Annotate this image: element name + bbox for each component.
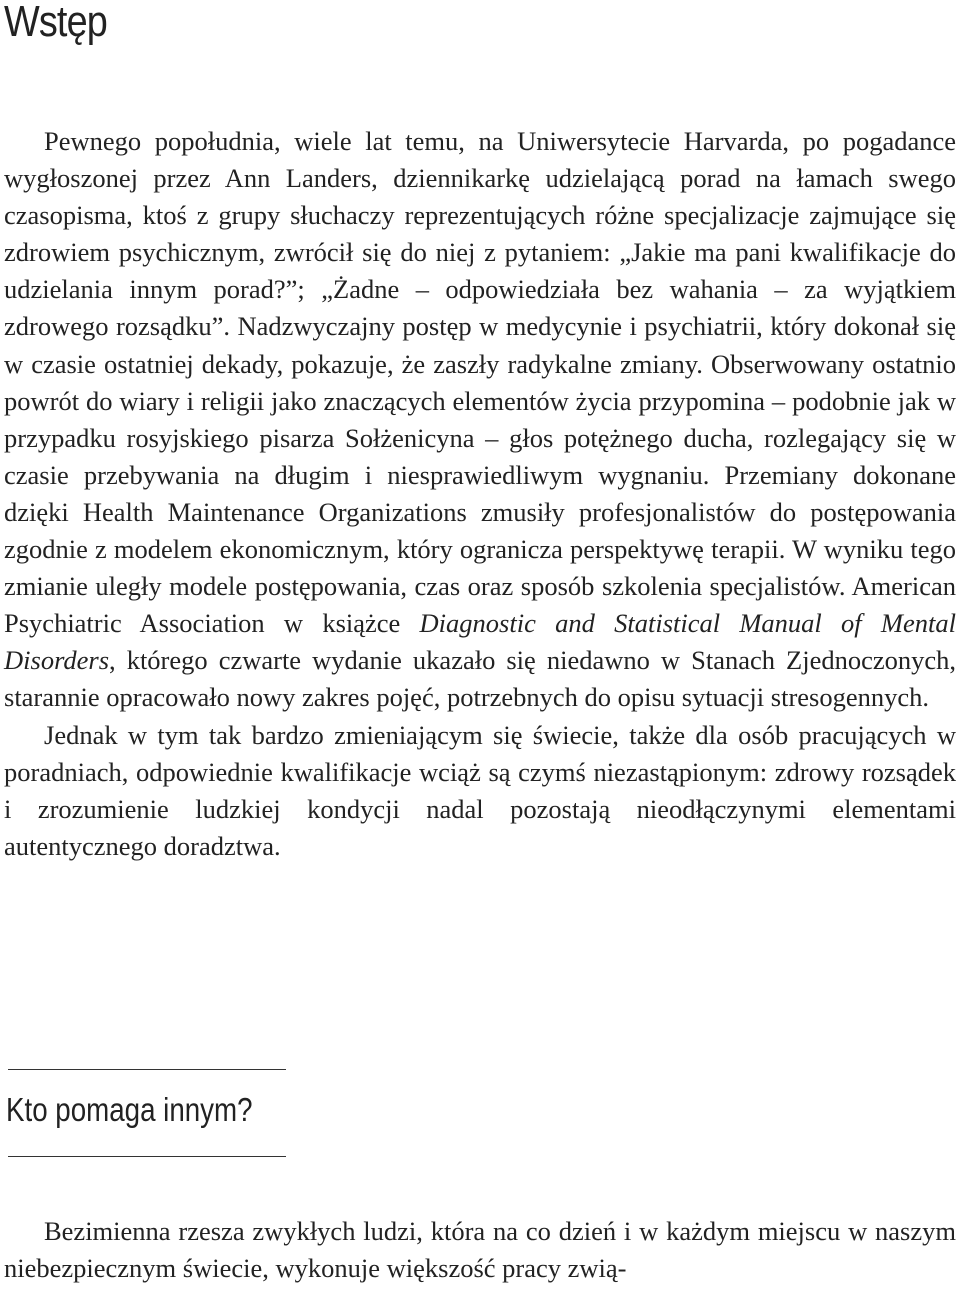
intro-paragraph-1-end: , którego czwarte wydanie ukazało się niedawno w Stanach Zjednoczonych, starannie opracowało nowy zakres pojęć, potrzebnych do opisu sytuacji stresogennych. [4,645,956,713]
section-divider-bottom [8,1156,286,1157]
section-text [4,1213,956,1287]
intro-paragraph-2: Jednak w tym tak bardzo zmieniającym się świecie, także dla osób pracujących w poradniach, odpowiednie kwalifikacje wciąż są czymś niezastąpionym: zdrowy rozsądek i zrozumienie ludzkiej kondycji nadal pozostają nieodłączynymi elementami autentycznego doradztwa. [4,719,956,861]
intro-text [4,123,956,865]
intro-paragraph-1-text: Pewnego popołudnia, wiele lat temu, na Uniwersytecie Harvarda, po pogadance wygłoszonej przez Ann Landers, dziennikarkę udzielającą porad na łamach swego czasopisma, ktoś z grupy słuchaczy reprezentujących różne specjalizacje zajmujące się zdrowiem psychicznym, zwrócił się do niej z pytaniem: „Jakie ma pani kwalifikacje do udzielania innym porad?”; „Żadne – odpowiedziała bez wahania – za wyjątkiem zdrowego rozsądku”. Nadzwyczajny postęp w medycynie i psychiatrii, który dokonał się w czasie ostatniej dekady, pokazuje, że zaszły radykalne zmiany. Obserwowany ostatnio powrót do wiary i religii jako znaczących elementów życia przypomina – podobnie jak w przypadku rosyjskiego pisarza Sołżenicyna – głos potężnego ducha, rozlegający się w czasie przebywania na długim i niesprawiedliwym wygnaniu. Przemiany dokonane dzięki Health Maintenance Organizations zmusiły profesjonalistów do postępowania zgodnie z modelem ekonomicznym, który ogranicza perspektywę terapii. W wyniku tego zmianie uległy modele postępowania, czas oraz sposób szkolenia specjalistów. American Psychiatric Association w książce [4,126,956,639]
section-paragraph-1: Bezimienna rzesza zwykłych ludzi, która na co dzień i w każdym miejscu w naszym niebezpiecznym świecie, wykonuje większość pracy zwią- [4,1216,956,1284]
chapter-title: Wstęp [4,0,107,46]
section-divider-top [8,1069,286,1070]
book-title-italic: Diagnostic and Statistical Manual of Mental Disorders [4,608,956,676]
section-title: Kto pomaga innym? [6,1091,253,1128]
intro-paragraph-1 [4,123,956,717]
